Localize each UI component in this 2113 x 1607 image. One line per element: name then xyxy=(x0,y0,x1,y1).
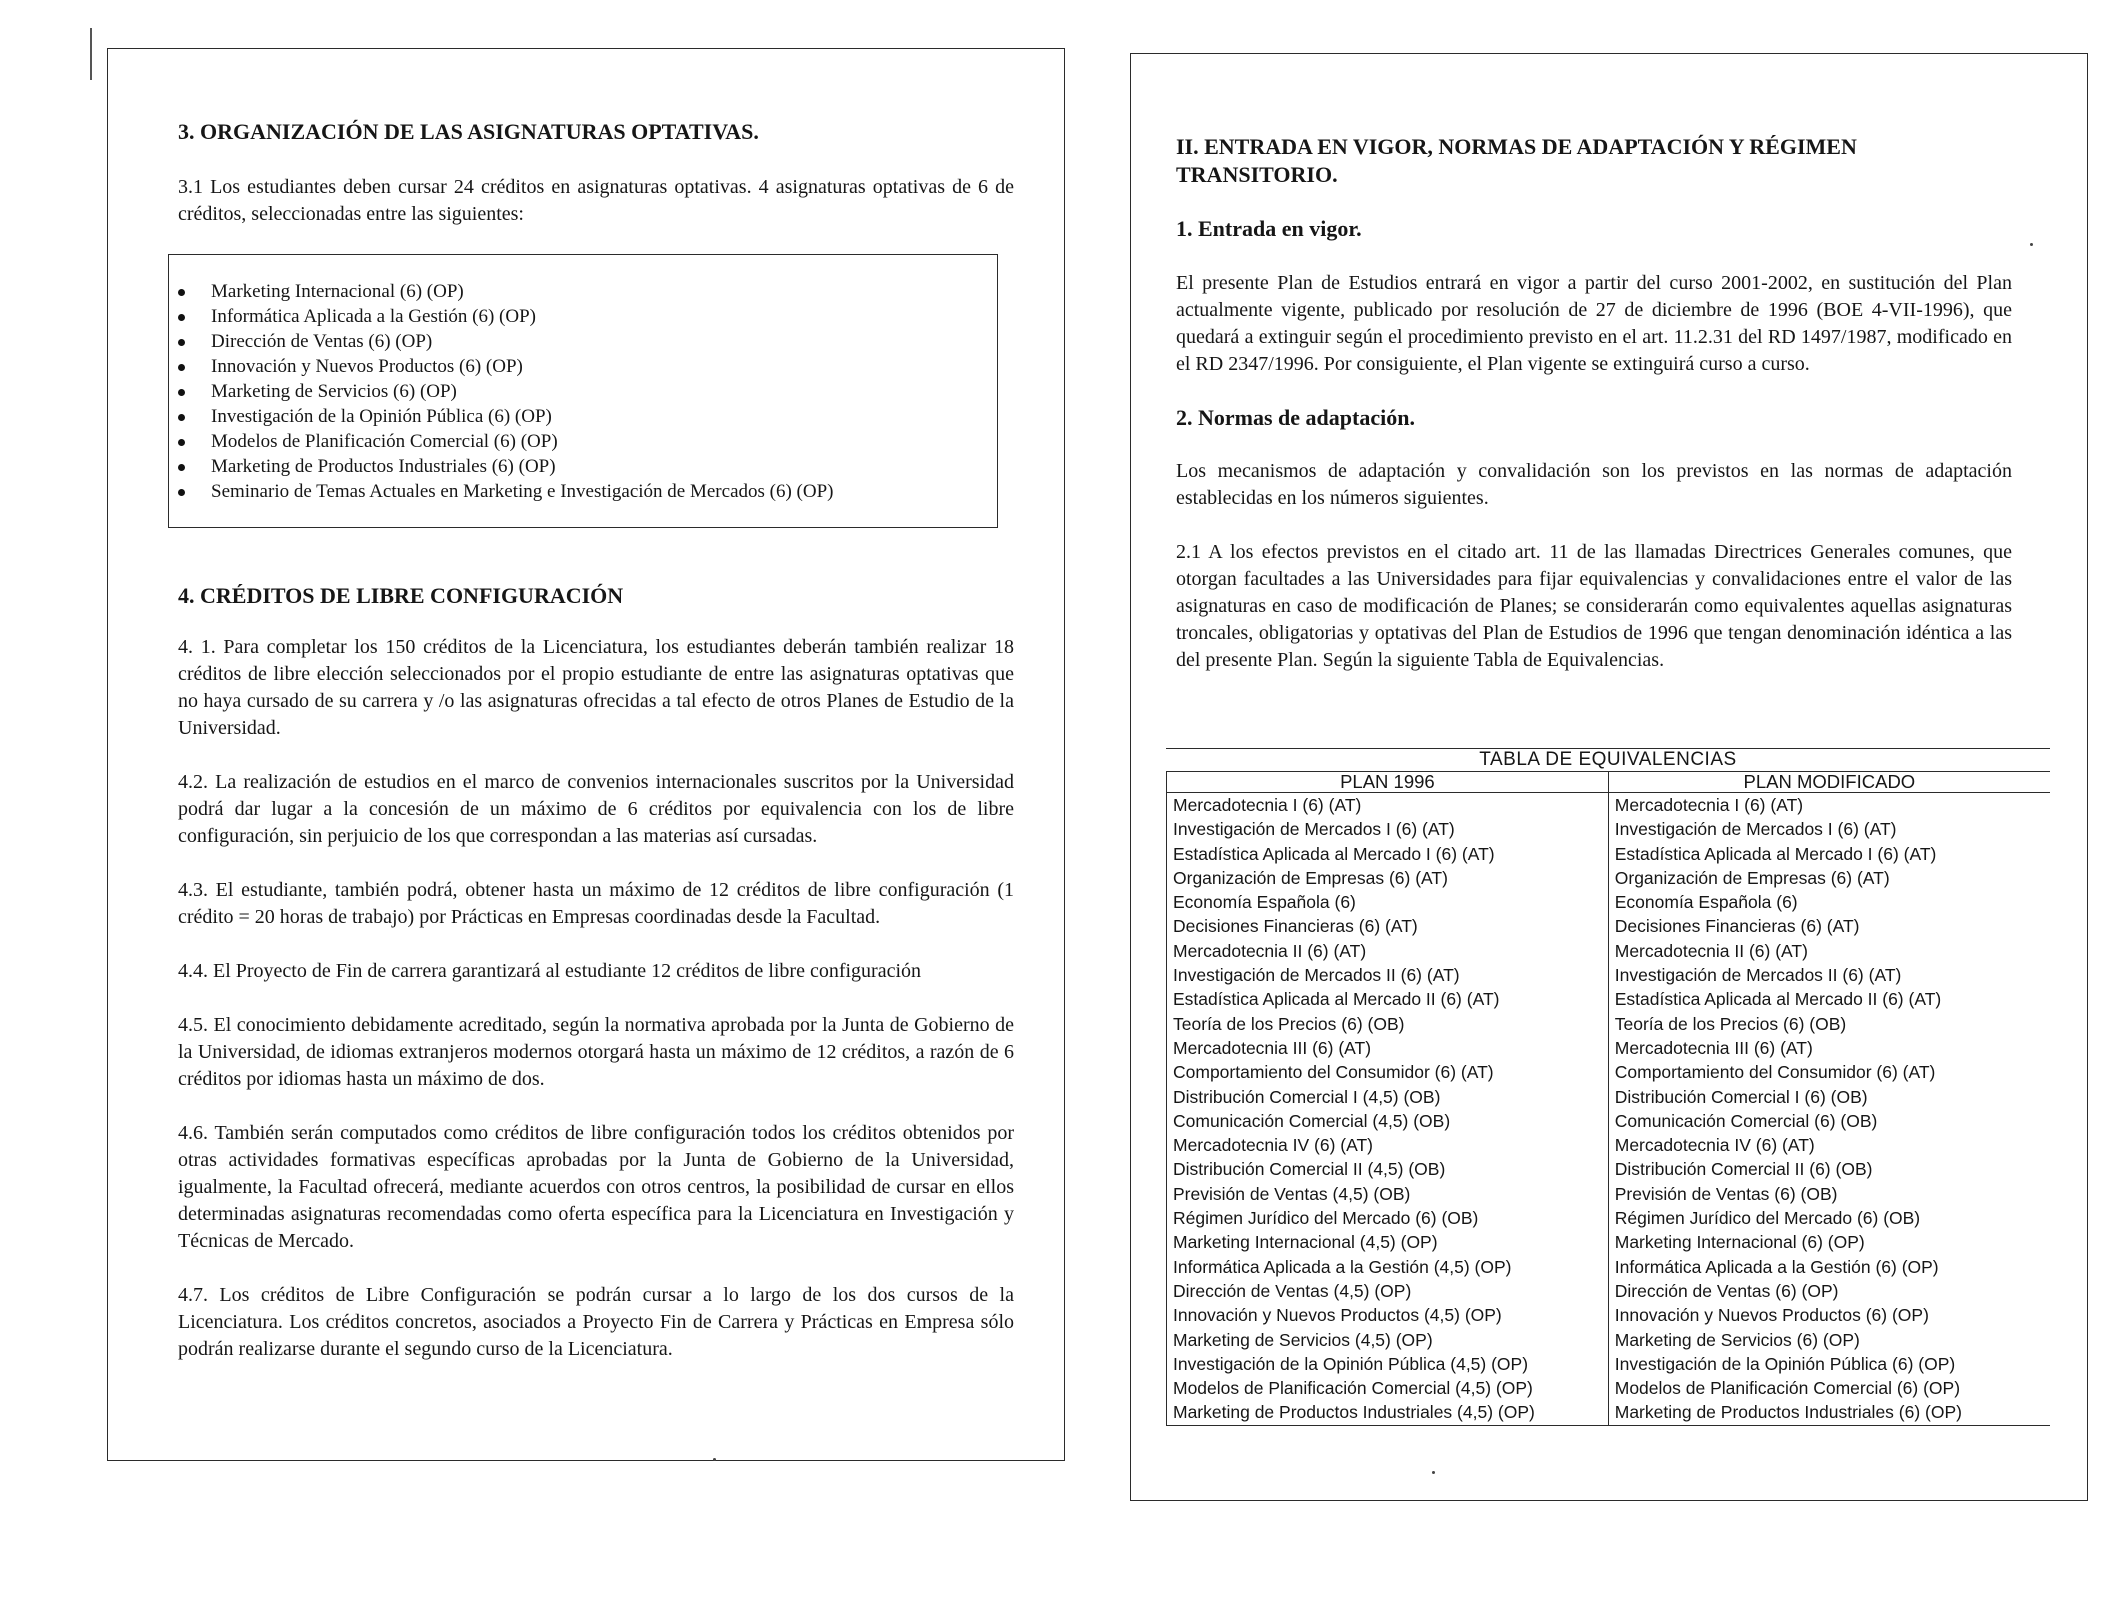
plan-1996-cell: Régimen Jurídico del Mercado (6) (OB) xyxy=(1167,1206,1609,1230)
plan-1996-cell: Modelos de Planificación Comercial (4,5) (OP) xyxy=(1167,1376,1609,1400)
column-header-plan-1996: PLAN 1996 xyxy=(1167,772,1609,793)
plan-1996-cell: Mercadotecnia I (6) (AT) xyxy=(1167,793,1609,818)
plan-modificado-cell: Distribución Comercial I (6) (OB) xyxy=(1614,1086,1868,1107)
optional-subject-item xyxy=(175,429,985,454)
plan-modificado-cell: Organización de Empresas (6) (AT) xyxy=(1614,867,1890,888)
table-row xyxy=(1167,793,2051,818)
bullet-icon xyxy=(178,364,185,371)
section-4-7-text: 4.7. Los créditos de Libre Configuración se podrán cursar a lo largo de los dos cursos de la Licenciatura. Los créditos concretos, asociados a Proyecto Fin de Carrera y Prácticas en Empresa sólo podrán realizarse durante el segundo curso de la Licenciatura. xyxy=(178,1284,1014,1360)
bullet-icon xyxy=(178,314,185,321)
table-row xyxy=(1167,1206,2051,1230)
section-4-4-text: 4.4. El Proyecto de Fin de carrera garantizará al estudiante 12 créditos de libre configuración xyxy=(178,960,922,982)
section-4-3-text: 4.3. El estudiante, también podrá, obtener hasta un máximo de 12 créditos de libre configuración (1 crédito = 20 horas de trabajo) por Prácticas en Empresas coordinadas desde la Facultad. xyxy=(178,879,1014,928)
optional-subject-label: Investigación de la Opinión Pública (6) (OP) xyxy=(211,406,552,427)
section-3-1-text: 3.1 Los estudiantes deben cursar 24 créditos en asignaturas optativas. 4 asignaturas optativas de 6 de créditos, seleccionadas entre las siguientes: xyxy=(178,176,1014,225)
plan-1996-cell: Comportamiento del Consumidor (6) (AT) xyxy=(1167,1060,1609,1084)
plan-modificado-cell: Marketing de Servicios (6) (OP) xyxy=(1614,1329,1860,1350)
plan-modificado-cell: Régimen Jurídico del Mercado (6) (OB) xyxy=(1614,1208,1921,1229)
plan-modificado-cell: Decisiones Financieras (6) (AT) xyxy=(1614,916,1860,937)
plan-1996-cell: Investigación de Mercados I (6) (AT) xyxy=(1167,817,1609,841)
optional-subject-label: Marketing Internacional (6) (OP) xyxy=(211,281,464,302)
bullet-icon xyxy=(178,339,185,346)
plan-1996-cell: Mercadotecnia IV (6) (AT) xyxy=(1167,1133,1609,1157)
table-row xyxy=(1167,1109,2051,1133)
table-row xyxy=(1167,1279,2051,1303)
plan-modificado-cell: Informática Aplicada a la Gestión (6) (OP) xyxy=(1614,1256,1939,1277)
plan-1996-cell: Marketing de Productos Industriales (4,5) (OP) xyxy=(1167,1400,1609,1425)
plan-1996-cell: Innovación y Nuevos Productos (4,5) (OP) xyxy=(1167,1303,1609,1327)
plan-1996-cell: Economía Española (6) xyxy=(1167,890,1609,914)
plan-1996-cell: Organización de Empresas (6) (AT) xyxy=(1167,866,1609,890)
plan-1996-cell: Estadística Aplicada al Mercado II (6) (AT) xyxy=(1167,987,1609,1011)
table-row xyxy=(1167,1157,2051,1181)
plan-1996-cell: Decisiones Financieras (6) (AT) xyxy=(1167,914,1609,938)
plan-1996-cell: Distribución Comercial I (4,5) (OB) xyxy=(1167,1085,1609,1109)
plan-modificado-cell: Mercadotecnia I (6) (AT) xyxy=(1614,795,1804,815)
bullet-icon xyxy=(178,464,185,471)
scan-speck xyxy=(713,1458,716,1461)
plan-modificado-cell: Innovación y Nuevos Productos (6) (OP) xyxy=(1614,1305,1929,1326)
optional-subject-item xyxy=(175,329,985,354)
table-row xyxy=(1167,963,2051,987)
table-row xyxy=(1167,890,2051,914)
optional-subject-label: Marketing de Servicios (6) (OP) xyxy=(211,381,457,402)
plan-modificado-cell: Comunicación Comercial (6) (OB) xyxy=(1614,1110,1878,1131)
plan-modificado-cell: Mercadotecnia III (6) (AT) xyxy=(1614,1037,1813,1058)
table-row xyxy=(1167,1085,2051,1109)
section-1-title: 1. Entrada en vigor. xyxy=(1176,216,1362,241)
optional-subject-item xyxy=(175,279,985,304)
optional-subject-item xyxy=(175,304,985,329)
section-4-title: 4. CRÉDITOS DE LIBRE CONFIGURACIÓN xyxy=(178,583,624,608)
plan-1996-cell: Estadística Aplicada al Mercado I (6) (AT) xyxy=(1167,842,1609,866)
equivalence-table-body xyxy=(1167,793,2051,1426)
section-2-1-text: 2.1 A los efectos previstos en el citado art. 11 de las llamadas Directrices Generales comunes, que otorgan facultades a las Universidades para fijar equivalencias y convalidaciones entre el valor de las asignaturas en caso de modificación de Planes; se considerarán como equivalentes aquellas asignaturas troncales, obligatorias y optativas del Plan de Estudios de 1996 que tengan denominación idéntica a las del presente Plan. Según la siguiente Tabla de Equivalencias. xyxy=(1176,541,2012,671)
plan-1996-cell: Teoría de los Precios (6) (OB) xyxy=(1167,1012,1609,1036)
part-ii-title: II. ENTRADA EN VIGOR, NORMAS DE ADAPTACIÓN Y RÉGIMEN TRANSITORIO. xyxy=(1176,134,1857,187)
plan-modificado-cell: Mercadotecnia IV (6) (AT) xyxy=(1614,1135,1815,1156)
plan-1996-cell: Marketing Internacional (4,5) (OP) xyxy=(1167,1230,1609,1254)
optional-subject-item xyxy=(175,379,985,404)
equivalence-table-title: TABLA DE EQUIVALENCIAS xyxy=(1479,749,1737,770)
plan-1996-cell: Investigación de la Opinión Pública (4,5) (OP) xyxy=(1167,1352,1609,1376)
plan-modificado-cell: Marketing Internacional (6) (OP) xyxy=(1614,1232,1865,1253)
plan-1996-cell: Previsión de Ventas (4,5) (OB) xyxy=(1167,1182,1609,1206)
bullet-icon xyxy=(178,414,185,421)
optional-subject-label: Modelos de Planificación Comercial (6) (OP) xyxy=(211,431,558,452)
plan-1996-cell: Mercadotecnia III (6) (AT) xyxy=(1167,1036,1609,1060)
section-3-title: 3. ORGANIZACIÓN DE LAS ASIGNATURAS OPTATIVAS. xyxy=(178,119,759,144)
optional-subject-item xyxy=(175,479,985,504)
optional-subject-item xyxy=(175,404,985,429)
section-4-2-text: 4.2. La realización de estudios en el marco de convenios internacionales suscritos por la Universidad podrá dar lugar a la concesión de un máximo de 6 créditos por equivalencia con los de libre configuración, sin perjuicio de los que correspondan a las materias así cursadas. xyxy=(178,771,1014,847)
table-row xyxy=(1167,1230,2051,1254)
equivalence-table-block xyxy=(1166,748,2050,1426)
bullet-icon xyxy=(178,489,185,496)
optional-subject-label: Marketing de Productos Industriales (6) (OP) xyxy=(211,456,556,477)
scan-speck xyxy=(1432,1471,1435,1474)
margin-mark xyxy=(90,28,92,80)
plan-1996-cell: Comunicación Comercial (4,5) (OB) xyxy=(1167,1109,1609,1133)
optional-subject-item xyxy=(175,454,985,479)
plan-modificado-cell: Dirección de Ventas (6) (OP) xyxy=(1614,1280,1839,1301)
table-row xyxy=(1167,1036,2051,1060)
plan-modificado-cell: Teoría de los Precios (6) (OB) xyxy=(1614,1013,1847,1034)
table-row xyxy=(1167,866,2051,890)
plan-1996-cell: Informática Aplicada a la Gestión (4,5) (OP) xyxy=(1167,1255,1609,1279)
optional-subjects-box xyxy=(168,254,998,528)
section-2-intro-text: Los mecanismos de adaptación y convalidación son los previstos en las normas de adaptación establecidas en los números siguientes. xyxy=(1176,460,2012,509)
plan-1996-cell: Marketing de Servicios (4,5) (OP) xyxy=(1167,1328,1609,1352)
table-row xyxy=(1167,987,2051,1011)
table-row xyxy=(1167,842,2051,866)
plan-modificado-cell: Investigación de Mercados II (6) (AT) xyxy=(1614,965,1902,986)
plan-modificado-cell: Marketing de Productos Industriales (6) (OP) xyxy=(1608,1400,2050,1425)
optional-subject-label: Informática Aplicada a la Gestión (6) (OP) xyxy=(211,306,536,327)
section-1-text: El presente Plan de Estudios entrará en vigor a partir del curso 2001-2002, en sustitución del Plan actualmente vigente, publicado por resolución de 27 de diciembre de 1996 (BOE 4-VII-1996), que quedará a extinguir según el procedimiento previsto en el art. 11.2.31 del RD 1497/1987, modificado en el RD 2347/1996. Por consiguiente, el Plan vigente se extinguirá curso a curso. xyxy=(1176,272,2012,375)
plan-modificado-cell: Comportamiento del Consumidor (6) (AT) xyxy=(1614,1062,1936,1083)
plan-1996-cell: Mercadotecnia II (6) (AT) xyxy=(1167,939,1609,963)
plan-modificado-cell: Previsión de Ventas (6) (OB) xyxy=(1614,1183,1838,1204)
plan-modificado-cell: Distribución Comercial II (6) (OB) xyxy=(1614,1159,1873,1180)
section-4-1-text: 4. 1. Para completar los 150 créditos de la Licenciatura, los estudiantes deberán también realizar 18 créditos de libre elección seleccionados por el propio estudiante de entre las asignaturas optativas que no haya cursado de su carrera y /o las asignaturas ofrecidas a tal efecto de otros Planes de Estudio de la Universidad. xyxy=(178,636,1014,739)
bullet-icon xyxy=(178,289,185,296)
section-4-6-text: 4.6. También serán computados como créditos de libre configuración todos los créditos obtenidos por otras actividades formativas específicas aprobadas por la Junta de Gobierno de la Universidad, igualmente, la Facultad ofrecerá, mediante acuerdos con otros centros, la posibilidad de cursar en ellos determinadas asignaturas recomendadas como oferta específica para la Licenciatura en Investigación y Técnicas de Mercado. xyxy=(178,1122,1014,1252)
bullet-icon xyxy=(178,439,185,446)
plan-1996-cell: Investigación de Mercados II (6) (AT) xyxy=(1167,963,1609,987)
plan-modificado-cell: Mercadotecnia II (6) (AT) xyxy=(1614,940,1808,961)
plan-1996-cell: Distribución Comercial II (4,5) (OB) xyxy=(1167,1157,1609,1181)
optional-subject-label: Dirección de Ventas (6) (OP) xyxy=(211,331,433,352)
right-page-content xyxy=(1176,133,2012,674)
table-row xyxy=(1167,1012,2051,1036)
optional-subject-item xyxy=(175,354,985,379)
bullet-icon xyxy=(178,389,185,396)
table-row xyxy=(1167,1400,2051,1425)
equivalence-table xyxy=(1166,771,2050,1426)
plan-modificado-cell: Investigación de la Opinión Pública (6) (OP) xyxy=(1614,1353,1956,1374)
section-4 xyxy=(178,582,1014,1363)
table-row xyxy=(1167,939,2051,963)
plan-modificado-cell: Modelos de Planificación Comercial (6) (OP) xyxy=(1614,1378,1961,1399)
table-row xyxy=(1167,1133,2051,1157)
table-row xyxy=(1167,914,2051,938)
column-header-plan-modificado: PLAN MODIFICADO xyxy=(1608,772,2050,793)
table-row xyxy=(1167,1255,2051,1279)
plan-modificado-cell: Investigación de Mercados I (6) (AT) xyxy=(1614,819,1897,840)
scan-speck xyxy=(2030,243,2033,246)
optional-subject-label: Seminario de Temas Actuales en Marketing e Investigación de Mercados (6) (OP) xyxy=(211,481,834,502)
optional-subjects-list xyxy=(175,279,985,504)
section-2-title: 2. Normas de adaptación. xyxy=(1176,405,1415,430)
table-row xyxy=(1167,1060,2051,1084)
table-row xyxy=(1167,1376,2051,1400)
plan-modificado-cell: Estadística Aplicada al Mercado I (6) (AT) xyxy=(1614,843,1937,864)
table-row xyxy=(1167,1352,2051,1376)
plan-modificado-cell: Economía Española (6) xyxy=(1614,892,1798,913)
table-row xyxy=(1167,1303,2051,1327)
table-row xyxy=(1167,1182,2051,1206)
left-page-content xyxy=(178,118,1014,228)
plan-1996-cell: Dirección de Ventas (4,5) (OP) xyxy=(1167,1279,1609,1303)
table-row xyxy=(1167,817,2051,841)
plan-modificado-cell: Estadística Aplicada al Mercado II (6) (AT) xyxy=(1614,989,1942,1010)
table-row xyxy=(1167,1328,2051,1352)
section-4-5-text: 4.5. El conocimiento debidamente acreditado, según la normativa aprobada por la Junta de Gobierno de la Universidad, de idiomas extranjeros modernos otorgará hasta un máximo de 12 créditos, a razón de 6 créditos por idiomas hasta un máximo de dos. xyxy=(178,1014,1014,1090)
optional-subject-label: Innovación y Nuevos Productos (6) (OP) xyxy=(211,356,523,377)
